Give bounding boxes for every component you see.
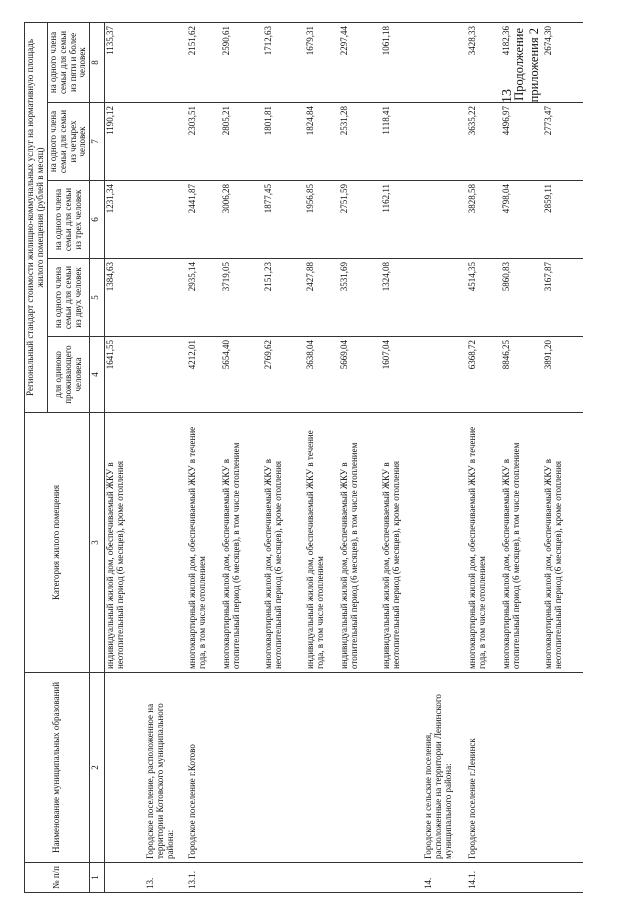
value-four: 2303,51 bbox=[187, 103, 221, 181]
row-category bbox=[423, 413, 467, 673]
row-municipality: Городское поселение, расположенное на территории Котовского муниципального района: bbox=[145, 673, 187, 863]
value-four: 1118,41 bbox=[381, 103, 423, 181]
value-three: 2751,59 bbox=[339, 181, 381, 259]
row-category: многоквартирный жилой дом, обеспечиваемый ЖКУ в отопительный период (6 месяцев), в том числе отоплением bbox=[501, 413, 543, 673]
header-standard: Региональный стандарт стоимости жилищно-коммунальных услуг на нормативную площадь жилого помещения (рублей в месяц) bbox=[25, 22, 48, 412]
value-five: 2590,61 bbox=[221, 22, 263, 102]
value-single: 1641,55 bbox=[105, 337, 145, 413]
value-single: 5669,04 bbox=[339, 337, 381, 413]
row-municipality: Городское и сельские поселения, расположенные на территории Ленинского муниципального района: bbox=[423, 673, 467, 863]
header-row-1 bbox=[25, 22, 48, 892]
row-municipality: Городское поселение г.Ленинск bbox=[467, 673, 501, 863]
col-index: 5 bbox=[90, 259, 105, 337]
row-municipality: Городское поселение г.Котово bbox=[187, 673, 221, 863]
row-num: 13. bbox=[145, 863, 187, 893]
value-two: 2151,23 bbox=[263, 259, 305, 337]
row-category: индивидуальный жилой дом, обеспечиваемый ЖКУ в течение года, в том числе отоплением bbox=[305, 413, 339, 673]
value-three: 2441,87 bbox=[187, 181, 221, 259]
value-two: 3167,87 bbox=[543, 259, 583, 337]
value-three: 3828,58 bbox=[467, 181, 501, 259]
col-index: 6 bbox=[90, 181, 105, 259]
value-five: 3428,33 bbox=[467, 22, 501, 102]
value-four: 1801,81 bbox=[263, 103, 305, 181]
value-two: 4514,35 bbox=[467, 259, 501, 337]
row-category: многоквартирный жилой дом, обеспечиваемый ЖКУ в течение года, в том числе отоплением bbox=[187, 413, 221, 673]
value-three bbox=[145, 181, 187, 259]
value-three: 4798,04 bbox=[501, 181, 543, 259]
col-index: 2 bbox=[90, 673, 105, 863]
value-two: 3531,69 bbox=[339, 259, 381, 337]
row-municipality bbox=[221, 673, 263, 863]
row-municipality bbox=[381, 673, 423, 863]
row-municipality bbox=[543, 673, 583, 863]
value-three: 1231,34 bbox=[105, 181, 145, 259]
value-two: 5860,83 bbox=[501, 259, 543, 337]
row-category: индивидуальный жилой дом, обеспечиваемый ЖКУ в неотопительный период (6 месяцев), кроме отопления bbox=[381, 413, 423, 673]
value-five: 2297,44 bbox=[339, 22, 381, 102]
row-num: 14.1. bbox=[467, 863, 501, 893]
row-municipality bbox=[105, 673, 145, 863]
value-four bbox=[145, 103, 187, 181]
table-row bbox=[145, 22, 187, 892]
row-num: 14. bbox=[423, 863, 467, 893]
value-five: 2151,62 bbox=[187, 22, 221, 102]
table-row bbox=[187, 22, 221, 892]
value-five bbox=[145, 22, 187, 102]
value-three: 2859,11 bbox=[543, 181, 583, 259]
header-category: Категория жилого помещения bbox=[25, 413, 90, 673]
row-num bbox=[105, 863, 145, 893]
value-four: 4496,97 bbox=[501, 103, 543, 181]
header-num: № п/п bbox=[25, 863, 90, 893]
table-row bbox=[105, 22, 145, 892]
value-two: 1384,63 bbox=[105, 259, 145, 337]
value-two: 3719,05 bbox=[221, 259, 263, 337]
value-three: 1877,45 bbox=[263, 181, 305, 259]
row-category: многоквартирный жилой дом, обеспечиваемый ЖКУ в неотопительный период (6 месяцев), кроме отопления bbox=[543, 413, 583, 673]
col-index: 1 bbox=[90, 863, 105, 893]
row-num bbox=[501, 863, 543, 893]
value-five: 1679,31 bbox=[305, 22, 339, 102]
rotated-page bbox=[12, 23, 612, 893]
value-five: 2674,30 bbox=[543, 22, 583, 102]
cost-standard-table bbox=[24, 22, 583, 893]
value-two: 2427,88 bbox=[305, 259, 339, 337]
row-num bbox=[381, 863, 423, 893]
value-three: 1956,85 bbox=[305, 181, 339, 259]
header-five: на одного члена семьи для семьи из пяти и более человек bbox=[47, 22, 90, 102]
value-single bbox=[423, 337, 467, 413]
row-municipality bbox=[305, 673, 339, 863]
header-two: на одного члена семьи для семьи из двух человек bbox=[47, 259, 90, 337]
row-category: многоквартирный жилой дом, обеспечиваемый ЖКУ в течение года, в том числе отоплением bbox=[467, 413, 501, 673]
value-four: 2773,47 bbox=[543, 103, 583, 181]
row-municipality bbox=[263, 673, 305, 863]
row-num: 13.1. bbox=[187, 863, 221, 893]
table-row bbox=[501, 22, 543, 892]
table-row bbox=[467, 22, 501, 892]
value-five: 1135,37 bbox=[105, 22, 145, 102]
value-two: 2935,14 bbox=[187, 259, 221, 337]
row-municipality bbox=[339, 673, 381, 863]
value-three: 1162,11 bbox=[381, 181, 423, 259]
row-category: индивидуальный жилой дом, обеспечиваемый ЖКУ в неотопительный период (6 месяцев), кроме отопления bbox=[105, 413, 145, 673]
row-category: многоквартирный жилой дом, обеспечиваемый ЖКУ в неотопительный период (6 месяцев), кроме отопления bbox=[263, 413, 305, 673]
value-four bbox=[423, 103, 467, 181]
value-four: 1190,12 bbox=[105, 103, 145, 181]
value-four: 3635,22 bbox=[467, 103, 501, 181]
value-four: 2805,21 bbox=[221, 103, 263, 181]
table-row bbox=[305, 22, 339, 892]
header-four: на одного члена семьи для семьи из четырех человек bbox=[47, 103, 90, 181]
value-five bbox=[423, 22, 467, 102]
row-category: индивидуальный жилой дом, обеспечиваемый ЖКУ в отопительный период (6 месяцев), в том числе отоплением bbox=[339, 413, 381, 673]
row-num bbox=[339, 863, 381, 893]
row-category: многоквартирный жилой дом, обеспечиваемый ЖКУ в отопительный период (6 месяцев), в том числе отоплением bbox=[221, 413, 263, 673]
value-single: 5654,40 bbox=[221, 337, 263, 413]
column-index-row bbox=[90, 22, 105, 892]
table-row bbox=[423, 22, 467, 892]
row-category bbox=[145, 413, 187, 673]
value-two bbox=[145, 259, 187, 337]
table-row bbox=[339, 22, 381, 892]
value-single: 4212,01 bbox=[187, 337, 221, 413]
table-row bbox=[263, 22, 305, 892]
page-number: 13 bbox=[500, 89, 515, 103]
value-two bbox=[423, 259, 467, 337]
value-single: 1607,04 bbox=[381, 337, 423, 413]
header-single: для одиноко проживающего человека bbox=[47, 337, 90, 413]
value-single: 8846,25 bbox=[501, 337, 543, 413]
col-index: 8 bbox=[90, 22, 105, 102]
row-num bbox=[543, 863, 583, 893]
value-single: 2769,62 bbox=[263, 337, 305, 413]
col-index: 3 bbox=[90, 413, 105, 673]
col-index: 4 bbox=[90, 337, 105, 413]
header-three: на одного члена семьи для семьи из трех человек bbox=[47, 181, 90, 259]
row-num bbox=[305, 863, 339, 893]
value-five: 1712,63 bbox=[263, 22, 305, 102]
value-three: 3006,28 bbox=[221, 181, 263, 259]
value-single: 3891,20 bbox=[543, 337, 583, 413]
appendix-note: Продолжение приложения 2 bbox=[512, 28, 541, 103]
col-index: 7 bbox=[90, 103, 105, 181]
value-single: 6368,72 bbox=[467, 337, 501, 413]
value-five: 1061,18 bbox=[381, 22, 423, 102]
header-municipality: Наименование муниципальных образований bbox=[25, 673, 90, 863]
value-three bbox=[423, 181, 467, 259]
row-num bbox=[221, 863, 263, 893]
table-row bbox=[221, 22, 263, 892]
table-row bbox=[381, 22, 423, 892]
value-two: 1324,08 bbox=[381, 259, 423, 337]
value-single: 3638,04 bbox=[305, 337, 339, 413]
row-num bbox=[263, 863, 305, 893]
row-municipality bbox=[501, 673, 543, 863]
value-four: 2531,28 bbox=[339, 103, 381, 181]
value-five: 4182,36 bbox=[501, 22, 543, 102]
table-row bbox=[543, 22, 583, 892]
value-single bbox=[145, 337, 187, 413]
value-four: 1824,84 bbox=[305, 103, 339, 181]
